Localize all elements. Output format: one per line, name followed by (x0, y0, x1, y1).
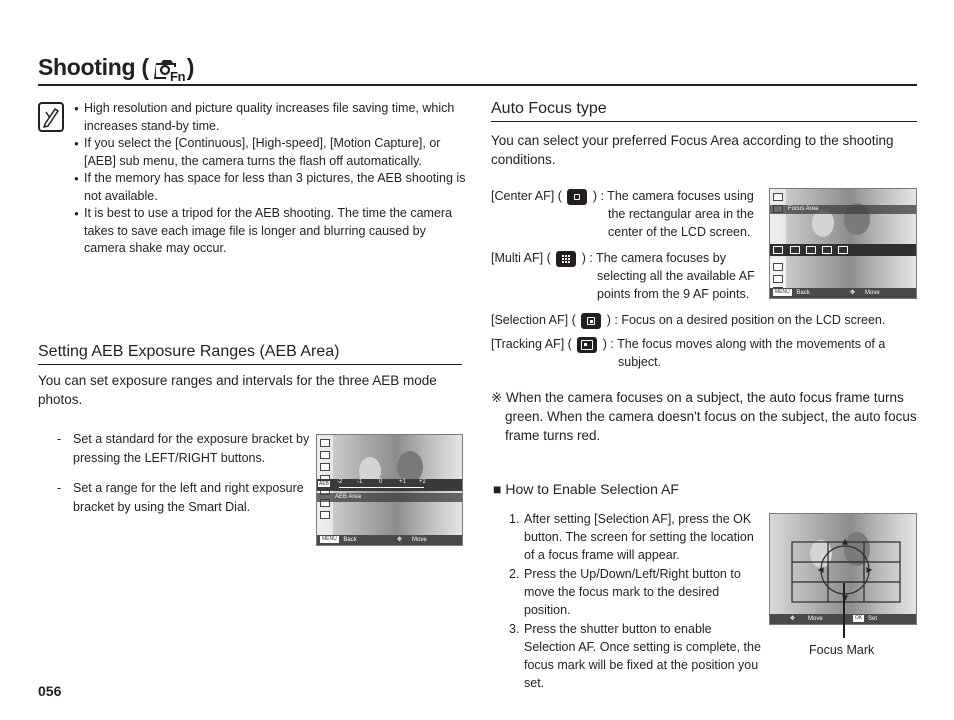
center-af-item (491, 187, 754, 205)
multi-af-desc: points from the 9 AF points. (597, 287, 750, 301)
af-note: ※ When the camera focuses on a subject, the auto focus frame turns green. When the camera doesn't focus on the subject, the auto focus frame turns red. (491, 390, 917, 443)
howto-step (509, 620, 765, 692)
note-icon (38, 102, 64, 132)
aeb-heading-rule (38, 364, 462, 365)
af-heading: Auto Focus type (491, 100, 607, 117)
center-af-desc: center of the LCD screen. (608, 225, 751, 239)
af-band-label: Focus Area (788, 206, 819, 212)
center-af-name: [Center AF] ( (491, 189, 562, 203)
aeb-step: - Set a range for the left and right exposure bracket by using the Smart Dial. (57, 479, 317, 517)
move-icon: ✥ (397, 537, 403, 543)
aeb-heading: Setting AEB Exposure Ranges (AEB Area) (38, 343, 340, 360)
howto-step (509, 510, 765, 564)
center-af-desc: ) : The camera focuses using (592, 189, 754, 203)
multi-af-name: [Multi AF] ( (491, 251, 551, 265)
title-suffix: ) (186, 54, 195, 80)
notes-list (74, 100, 466, 258)
aeb-screen-image (316, 434, 463, 546)
step-number: 2. (509, 567, 520, 581)
note-item: ● If the memory has space for less than 3 pictures, the AEB shooting is not available. (74, 170, 466, 205)
center-af-desc: the rectangular area in the (608, 207, 754, 221)
howto-step (509, 565, 765, 619)
selection-af-desc: ) : Focus on a desired position on the LCD screen. (606, 313, 886, 327)
note-item: ● High resolution and picture quality increases file saving time, which increases stand-by time. (74, 100, 466, 135)
menu-key: MENU (775, 288, 790, 295)
aeb-band-label: AEB Area (335, 494, 362, 500)
af-heading-rule (491, 121, 917, 122)
step-text: After setting [Selection AF], press the OK button. The screen for setting the location of a focus frame will appear. (524, 512, 754, 562)
step-number: 1. (509, 512, 520, 526)
tracking-af-item (491, 335, 885, 353)
note-item: ● If you select the [Continuous], [High-speed], [Motion Capture], or [AEB] sub menu, the camera turns the flash off automatically. (74, 135, 466, 170)
note-item: ● It is best to use a tripod for the AEB shooting. The time the camera takes to save each image file is longer and blurring caused by camera shake may occur. (74, 205, 466, 258)
move-label: Move (412, 537, 427, 543)
howto-steps (509, 510, 765, 693)
af-intro: You can select your preferred Focus Area according to the shooting conditions. (491, 133, 894, 167)
tracking-af-desc: subject. (618, 355, 662, 369)
focus-mark-label: Focus Mark (809, 643, 875, 657)
aeb-step: - Set a standard for the exposure bracket by pressing the LEFT/RIGHT buttons. (57, 430, 317, 468)
back-label: Back (343, 537, 357, 543)
focus-mark-pointer (843, 583, 845, 638)
multi-af-item (491, 249, 726, 267)
svg-text:Fn: Fn (169, 68, 185, 84)
selection-af-item (491, 311, 885, 329)
multi-af-icon (556, 251, 576, 267)
page-number: 056 (38, 683, 62, 699)
multi-af-desc: ) : The camera focuses by (581, 251, 726, 265)
selection-af-icon (581, 313, 601, 329)
set-label: Set (868, 616, 878, 622)
move-label: Move (865, 290, 880, 296)
scale-label: 0 (379, 479, 383, 485)
move-label: Move (808, 616, 823, 622)
multi-af-desc: selecting all the available AF (597, 269, 755, 283)
aeb-intro: You can set exposure ranges and intervals for the three AEB mode photos. (38, 373, 437, 407)
step-number: 3. (509, 622, 520, 636)
ok-key: OK (855, 615, 863, 621)
camera-fn-icon (153, 56, 183, 82)
scale-label: +2 (419, 479, 426, 485)
move-icon: ✥ (850, 290, 856, 296)
tracking-af-icon (577, 337, 597, 353)
tracking-af-name: [Tracking AF] ( (491, 337, 572, 351)
center-af-icon (567, 189, 587, 205)
title-rule (38, 84, 917, 86)
aeb-tag: AEB (319, 481, 330, 487)
af-screen-image (769, 188, 917, 299)
aeb-steps (57, 430, 317, 528)
back-label: Back (796, 290, 810, 296)
scale-label: -2 (337, 479, 343, 485)
scale-label: +1 (399, 479, 406, 485)
scale-label: -1 (357, 479, 363, 485)
title-prefix: Shooting ( (38, 54, 149, 80)
page-title (38, 54, 195, 84)
move-icon: ✥ (790, 616, 796, 622)
step-text: Press the shutter button to enable Selection AF. Once setting is complete, the focus mark will be fixed at the position you set. (524, 622, 761, 690)
menu-key: MENU (322, 535, 337, 542)
howto-heading: ■ How to Enable Selection AF (493, 481, 679, 497)
step-text: Press the Up/Down/Left/Right button to move the focus mark to the desired position. (524, 567, 741, 617)
tracking-af-desc: ) : The focus moves along with the movements of a (602, 337, 886, 351)
selection-af-name: [Selection AF] ( (491, 313, 576, 327)
